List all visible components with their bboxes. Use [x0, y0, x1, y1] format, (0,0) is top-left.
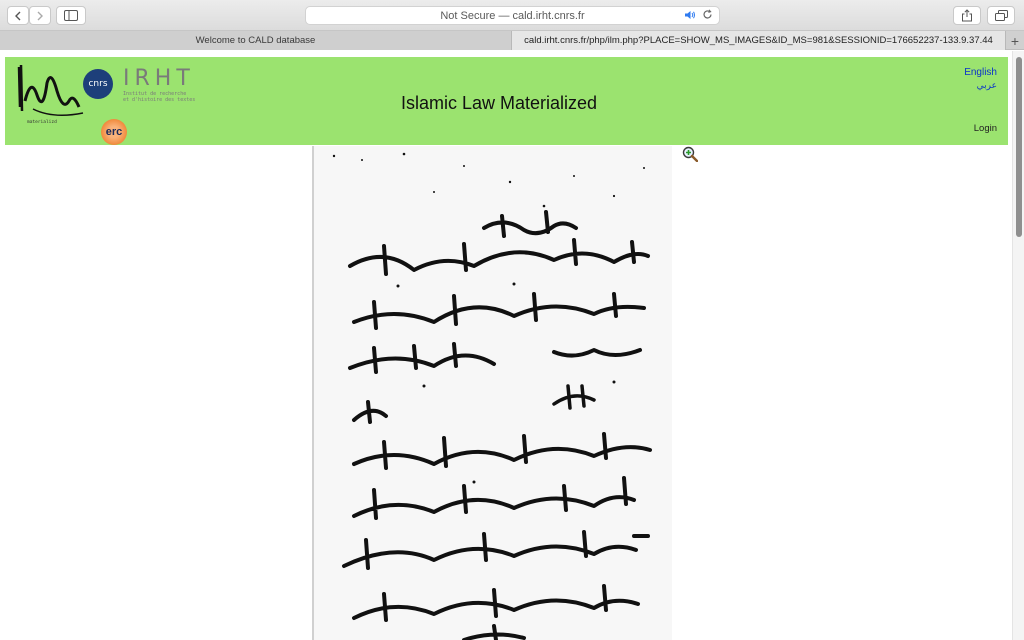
manuscript-image[interactable] — [312, 146, 672, 640]
site-header-banner — [5, 57, 1008, 145]
page-scrollbar[interactable] — [1012, 51, 1024, 640]
login-link[interactable]: Login — [973, 123, 997, 134]
tabs-icon — [995, 10, 1008, 21]
ilm-logo[interactable] — [13, 61, 85, 127]
forward-button[interactable] — [29, 6, 51, 25]
back-button[interactable] — [7, 6, 29, 25]
share-button[interactable] — [953, 6, 981, 25]
chevron-left-icon — [13, 11, 23, 21]
irht-logo-subtitle-1: Institut de recherche — [123, 91, 187, 97]
tab-bar — [0, 31, 1024, 50]
page-title: Islamic Law Materialized — [401, 93, 598, 113]
address-bar[interactable] — [305, 6, 720, 25]
sidebar-icon — [64, 10, 78, 21]
address-text: Not Secure — cald.irht.cnrs.fr — [440, 9, 585, 22]
tab-manuscript-images[interactable]: cald.irht.cnrs.fr/php/ilm.php?PLACE=SHOW_MS_IMAGES&ID_MS=981&SESSIONID=176652237-133.9.37.44 — [512, 31, 1006, 50]
svg-text:materializd: materializd — [27, 120, 57, 125]
tabs-overview-button[interactable] — [987, 6, 1015, 25]
speaker-icon[interactable] — [684, 10, 696, 20]
manuscript-scan — [314, 146, 672, 640]
irht-logo[interactable] — [123, 67, 203, 111]
irht-logo-subtitle-2: et d'histoire des textes — [123, 97, 196, 103]
language-arabic-link[interactable]: عربي — [976, 81, 997, 91]
irht-logo-word: IRHT — [123, 66, 195, 91]
language-english-link[interactable]: English — [964, 67, 997, 78]
erc-logo[interactable]: erc — [101, 119, 127, 145]
new-tab-button[interactable]: + — [1010, 32, 1020, 49]
cnrs-logo[interactable]: cnrs — [83, 69, 113, 99]
browser-toolbar — [0, 0, 1024, 31]
reload-icon[interactable] — [702, 9, 713, 20]
chevron-right-icon — [35, 11, 45, 21]
sidebar-toggle-button[interactable] — [56, 6, 86, 25]
page-content — [0, 51, 1012, 640]
scrollbar-thumb[interactable] — [1016, 57, 1022, 237]
zoom-in-icon[interactable] — [682, 146, 698, 162]
share-icon — [961, 9, 973, 22]
tab-welcome[interactable]: Welcome to CALD database — [0, 31, 512, 50]
